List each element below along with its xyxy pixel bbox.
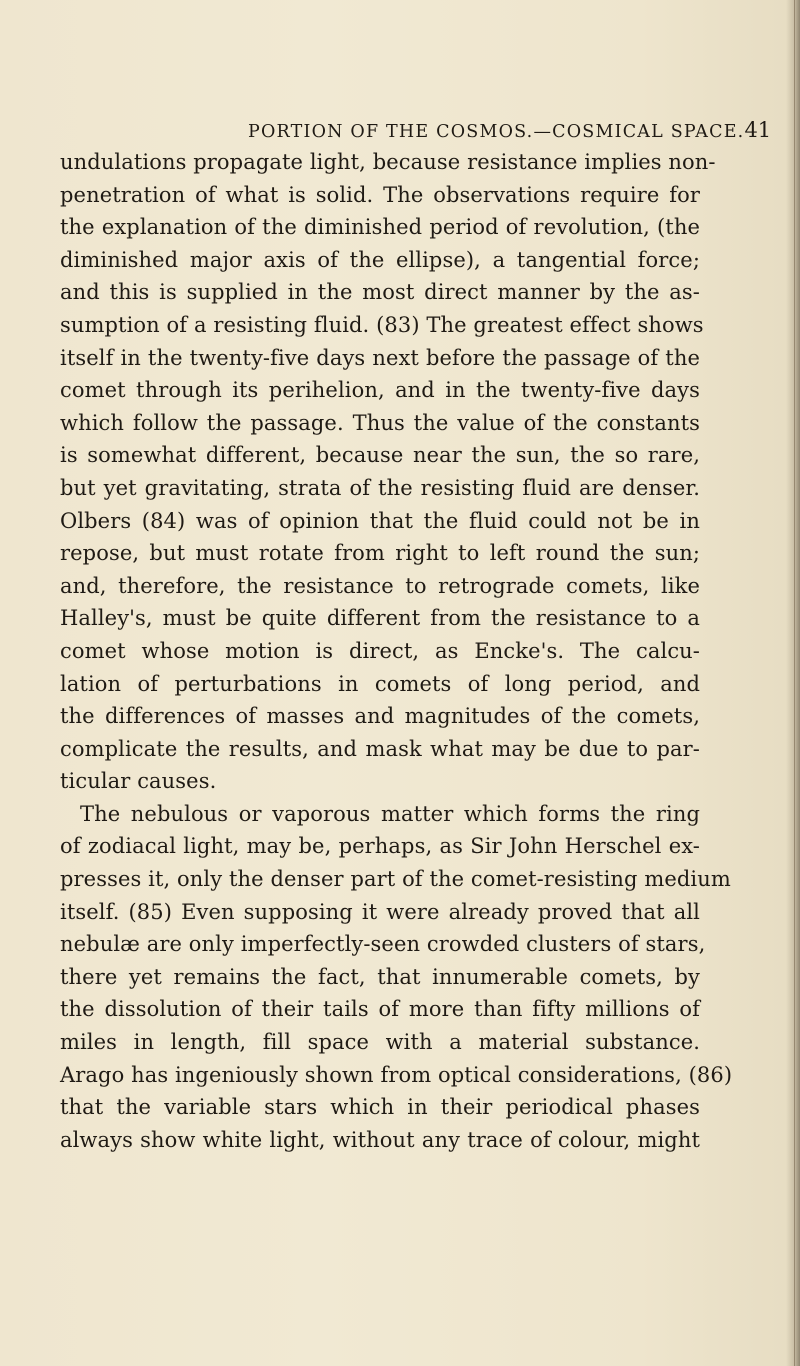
- text-line: comet whose motion is direct, as Encke's. The calcu-: [60, 638, 700, 663]
- text-line: of zodiacal light, may be, perhaps, as Sir John Herschel ex-: [60, 834, 700, 859]
- text-line: Halley's, must be quite different from the resistance to a: [60, 606, 700, 631]
- paragraph-start-line: The nebulous or vaporous matter which forms the ring: [80, 801, 700, 826]
- text-line: presses it, only the denser part of the comet-resisting medium: [60, 867, 731, 892]
- text-line: which follow the passage. Thus the value of the constants: [60, 410, 700, 435]
- text-line: there yet remains the fact, that innumerable comets, by: [60, 964, 700, 989]
- text-line: itself. (85) Even supposing it were already proved that all: [60, 899, 700, 924]
- text-line: is somewhat different, because near the sun, the so rare,: [60, 443, 700, 468]
- page-number: 41: [744, 118, 772, 142]
- text-line: and, therefore, the resistance to retrograde comets, like: [60, 573, 700, 598]
- text-line: complicate the results, and mask what may be due to par-: [60, 736, 700, 761]
- text-line: penetration of what is solid. The observations require for: [60, 182, 700, 207]
- text-line: miles in length, fill space with a material substance.: [60, 1030, 700, 1055]
- text-line: that the variable stars which in their periodical phases: [60, 1095, 700, 1120]
- text-line: diminished major axis of the ellipse), a tangential force;: [60, 247, 700, 272]
- text-line: the explanation of the diminished period of revolution, (the: [60, 215, 700, 240]
- text-line: always show white light, without any trace of colour, might: [60, 1127, 700, 1152]
- running-header: [248, 118, 772, 148]
- text-line: and this is supplied in the most direct manner by the as-: [60, 280, 700, 305]
- text-line: Arago has ingeniously shown from optical considerations, (86): [60, 1062, 733, 1087]
- text-line: but yet gravitating, strata of the resisting fluid are denser.: [60, 475, 700, 500]
- text-line: the differences of masses and magnitudes of the comets,: [60, 704, 700, 729]
- page-edge-line: [794, 0, 795, 1366]
- text-line: lation of perturbations in comets of long period, and: [60, 671, 700, 696]
- paragraph-end-line: ticular causes.: [60, 769, 217, 794]
- text-line: the dissolution of their tails of more than fifty millions of: [60, 997, 700, 1022]
- body-text: [60, 146, 733, 1156]
- text-line: comet through its perihelion, and in the twenty-five days: [60, 378, 700, 403]
- text-line: Olbers (84) was of opinion that the fluid could not be in: [60, 508, 700, 533]
- text-line: nebulæ are only imperfectly-seen crowded clusters of stars,: [60, 932, 706, 957]
- text-line: undulations propagate light, because resistance implies non-: [60, 150, 716, 174]
- running-title: PORTION OF THE COSMOS.—COSMICAL SPACE.: [248, 122, 745, 142]
- page-edge-shadow: [786, 0, 800, 1366]
- text-line: repose, but must rotate from right to left round the sun;: [60, 541, 700, 566]
- text-line: sumption of a resisting fluid. (83) The greatest effect shows: [60, 312, 704, 337]
- text-line: itself in the twenty-five days next before the passage of the: [60, 345, 700, 370]
